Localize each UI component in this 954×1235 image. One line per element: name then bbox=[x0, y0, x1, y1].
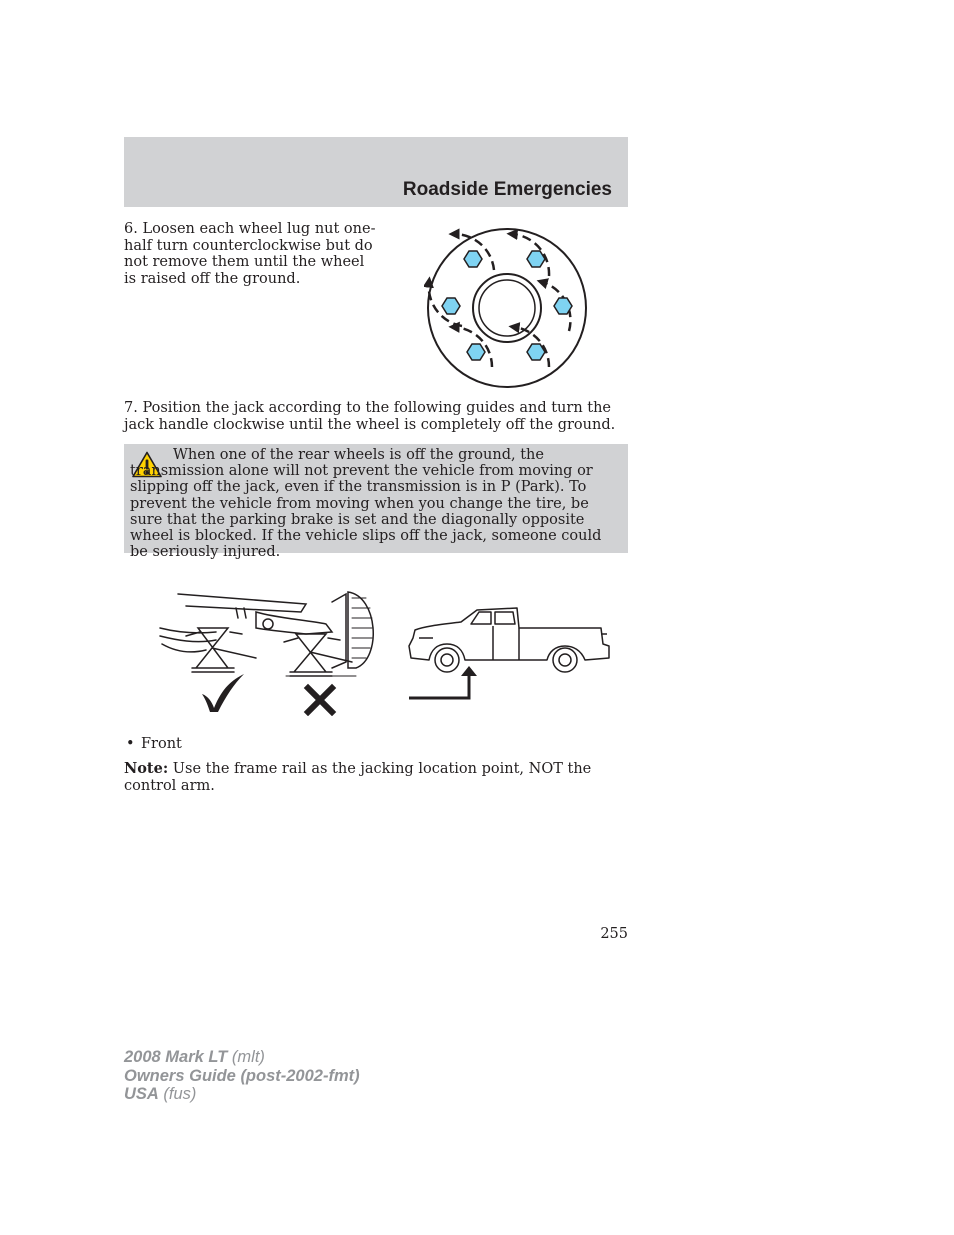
checkmark-icon bbox=[202, 674, 244, 712]
footer-model: 2008 Mark LT bbox=[124, 1048, 228, 1066]
footer-guide: Owners Guide (post-2002-fmt) bbox=[124, 1066, 360, 1085]
section-header-band bbox=[124, 137, 628, 207]
jack-incorrect bbox=[290, 634, 352, 676]
footer-market: USA bbox=[124, 1085, 159, 1103]
truck-body bbox=[409, 608, 609, 660]
jack-point-arrow bbox=[409, 674, 469, 698]
lug-nut bbox=[442, 298, 460, 314]
rear-wheel bbox=[553, 648, 577, 672]
front-wheel bbox=[435, 648, 459, 672]
document-footer bbox=[124, 1048, 360, 1104]
step-7-text: 7. Position the jack according to the following guides and turn the jack handle clockwise until the wheel is completely off the ground. bbox=[124, 400, 616, 433]
x-mark-icon bbox=[308, 688, 332, 712]
warning-box bbox=[124, 444, 628, 561]
footer-market-code: (fus) bbox=[158, 1085, 197, 1103]
warning-text: When one of the rear wheels is off the ground, the transmission alone will not prevent the vehicle from moving or slipping off the jack, even if the transmission is in P (Park). To prevent the vehicle from moving when you change the tire, be sure that the parking brake is set and the diagonally opposite wheel is blocked. If the vehicle slips off the jack, someone could be seriously injured. bbox=[130, 447, 602, 561]
jack-placement-illustration bbox=[156, 588, 386, 716]
lug-nut bbox=[554, 298, 572, 314]
lug-nut bbox=[464, 251, 482, 267]
footer-model-code: (mlt) bbox=[227, 1048, 265, 1066]
wheel-hub-inner bbox=[479, 280, 535, 336]
tire bbox=[348, 592, 373, 668]
step-6-text: 6. Loosen each wheel lug nut one-half turn counterclockwise but do not remove them until the wheel is raised off the ground. bbox=[124, 221, 376, 287]
control-arm bbox=[256, 612, 332, 634]
lug-nut bbox=[527, 251, 545, 267]
lug-nut bbox=[527, 344, 545, 360]
lug-nut bbox=[467, 344, 485, 360]
section-title: Roadside Emergencies bbox=[402, 179, 612, 200]
note-text: Use the frame rail as the jacking location point, NOT the control arm. bbox=[124, 761, 592, 794]
page-number: 255 bbox=[600, 926, 628, 942]
note-label: Note: bbox=[124, 760, 169, 777]
truck-jack-location-illustration bbox=[405, 604, 615, 700]
bullet-text: Front bbox=[141, 736, 182, 752]
bullet-symbol: • bbox=[126, 736, 135, 752]
bullet-item-front bbox=[126, 736, 182, 753]
wheel-lug-nut-diagram bbox=[424, 226, 590, 390]
note-paragraph bbox=[124, 761, 628, 794]
frame-rail bbox=[178, 594, 306, 612]
jack-correct bbox=[192, 628, 256, 672]
